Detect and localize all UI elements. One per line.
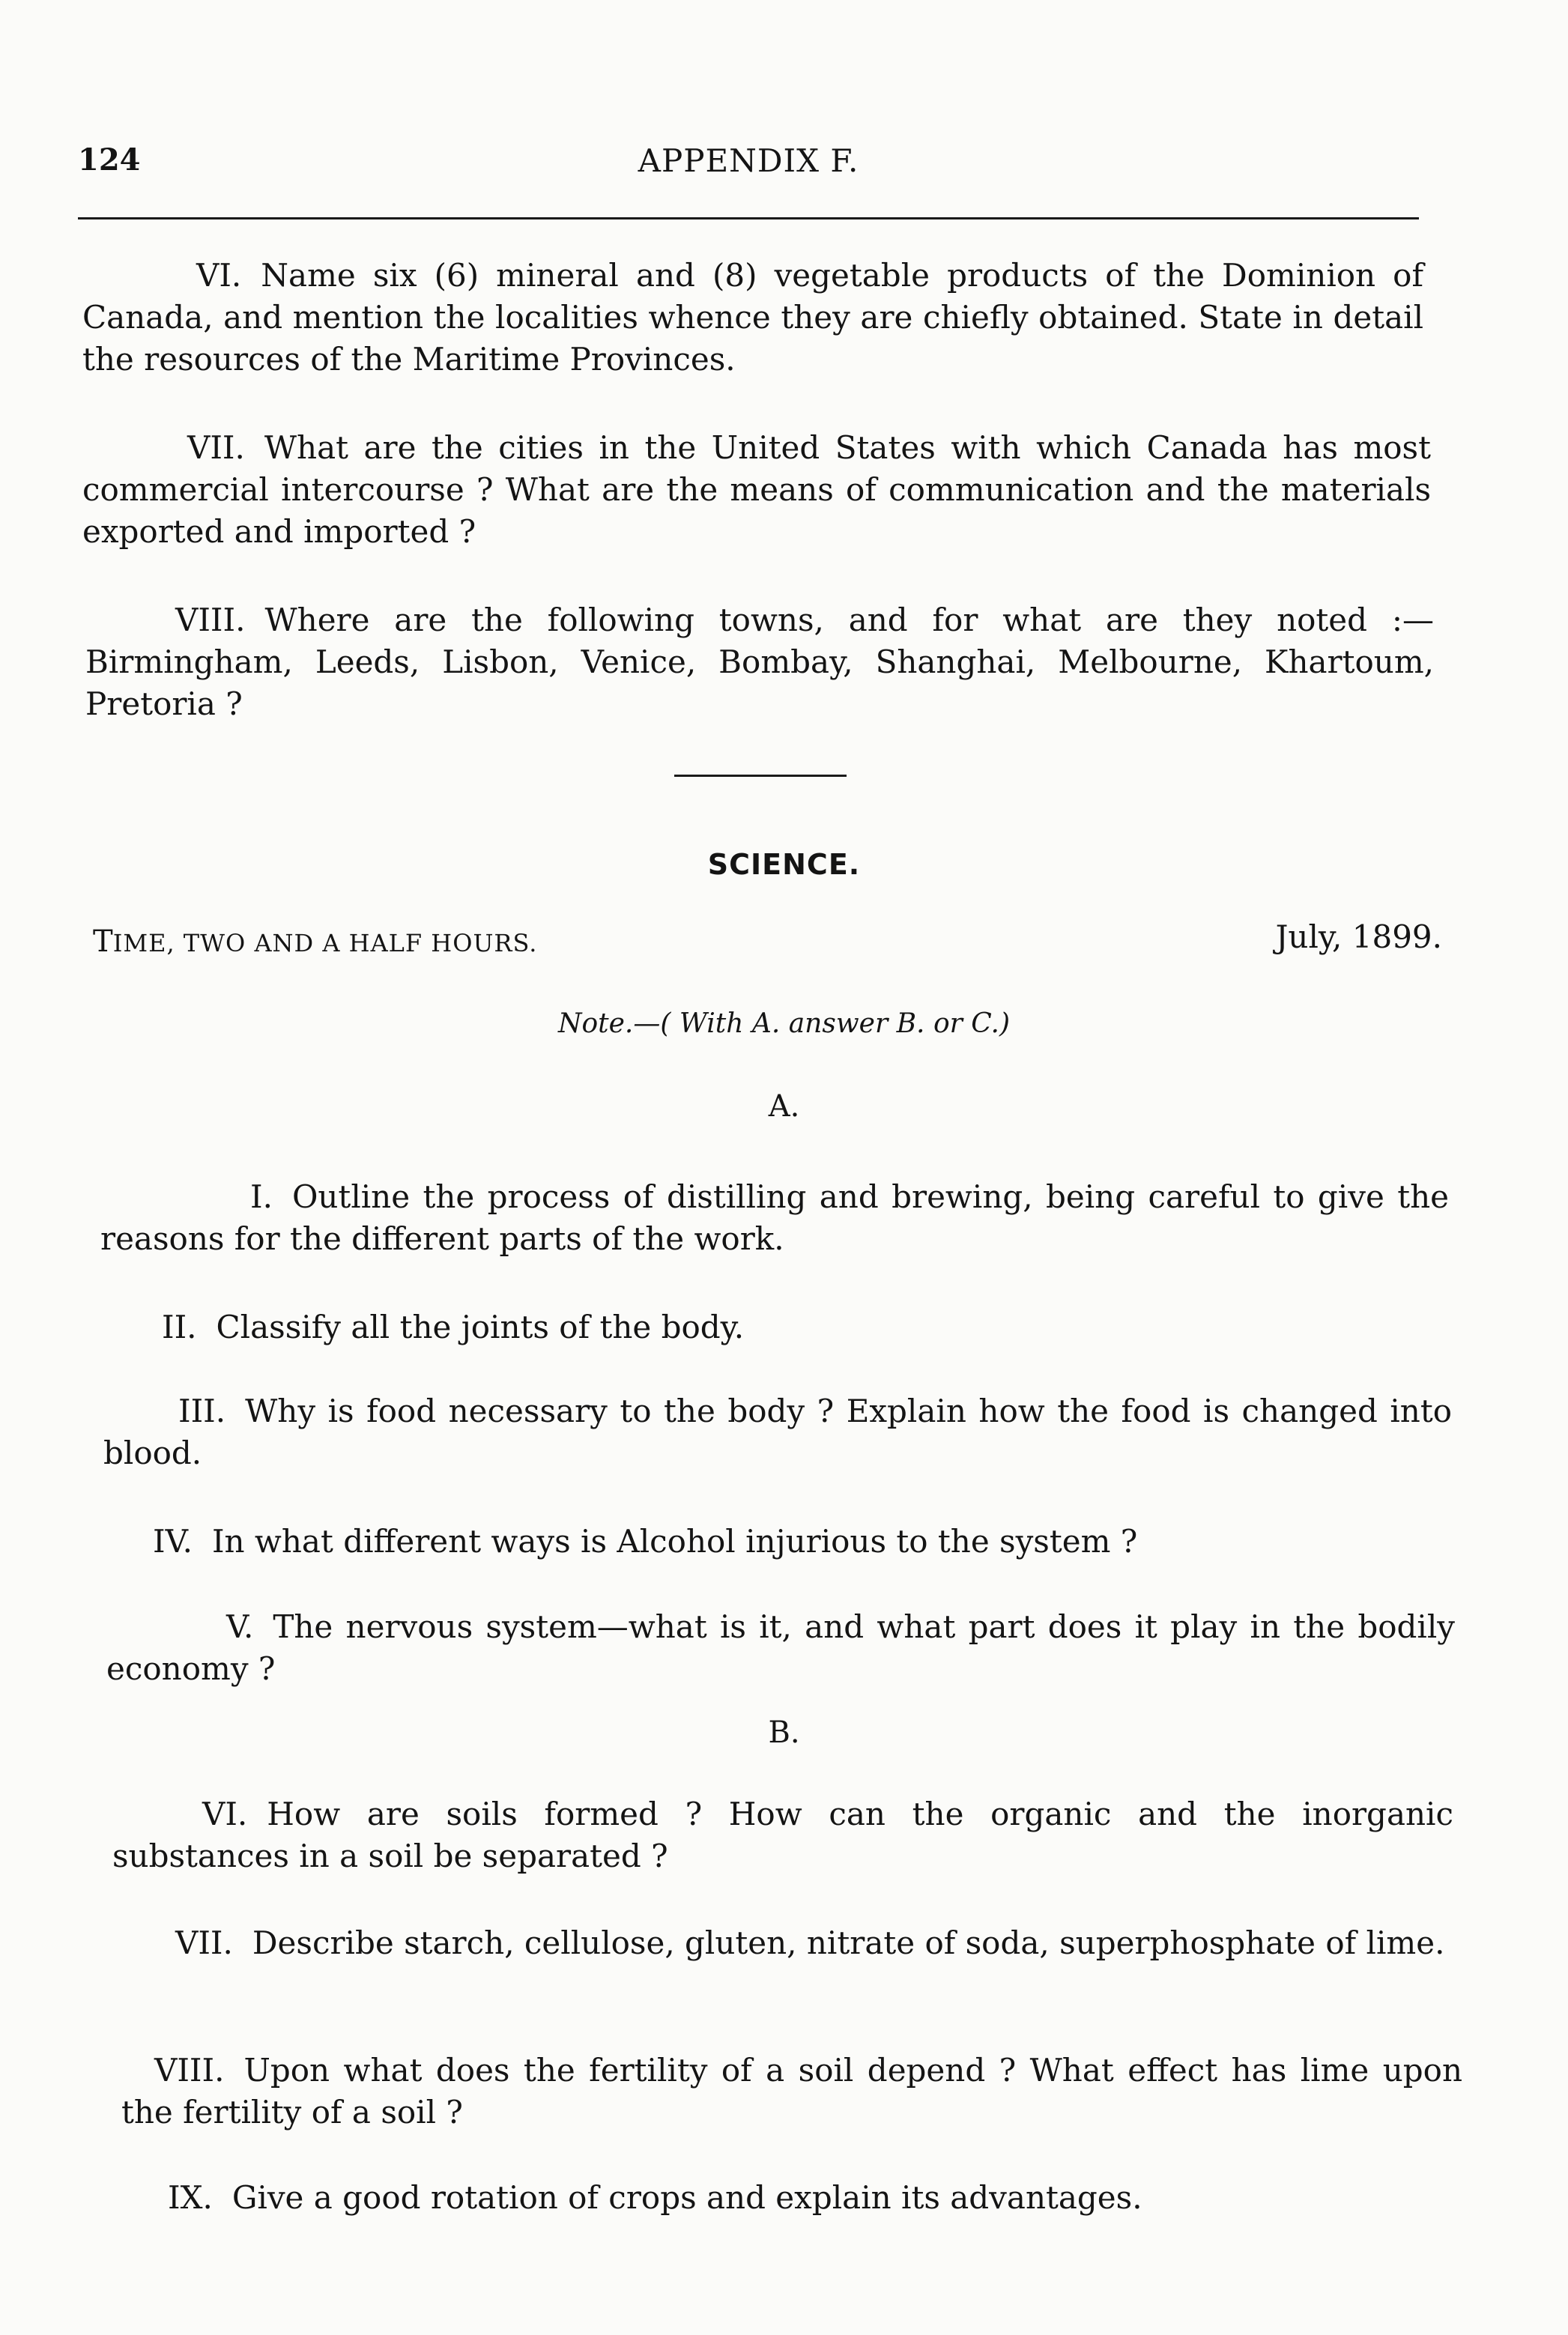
question-text: Upon what does the fertility of a soil depend ? What effect has lime upon the fertility of a soil ? — [121, 2052, 1462, 2130]
part-a-label: A. — [768, 1089, 800, 1124]
question-text: The nervous system—what is it, and what part does it play in the bodily economy ? — [106, 1608, 1455, 1687]
question-number: VIII. — [154, 2052, 225, 2089]
question-number: VII. — [175, 1924, 233, 1961]
question-text: Classify all the joints of the body. — [216, 1309, 745, 1345]
exam-duration-initial: T — [93, 924, 113, 959]
question-number: VIII. — [175, 602, 246, 638]
question-sci-3 — [103, 1390, 1452, 1474]
question-geo-7 — [82, 427, 1431, 553]
exam-date: July, 1899. — [1275, 918, 1442, 955]
page-number: 124 — [78, 142, 141, 178]
question-text: Give a good rotation of crops and explain its advantages. — [231, 2179, 1142, 2216]
question-sci-9 — [168, 2177, 1441, 2219]
question-number: IX. — [168, 2179, 213, 2216]
instruction-note: Note.—( With A. answer B. or C.) — [557, 1008, 1011, 1039]
question-sci-7 — [115, 1922, 1456, 1964]
question-sci-2 — [162, 1306, 1435, 1348]
question-geo-8 — [85, 599, 1434, 725]
question-sci-5 — [106, 1606, 1455, 1690]
question-text: Why is food necessary to the body ? Explain how the food is changed into blood. — [103, 1393, 1452, 1471]
question-geo-6 — [82, 255, 1423, 381]
question-number: IV. — [153, 1523, 193, 1560]
question-text: What are the cities in the United States with which Canada has most commercial intercourse ? What are the means of communication and the materials exported and imported ? — [82, 429, 1431, 550]
question-sci-6 — [112, 1793, 1453, 1877]
question-text: In what different ways is Alcohol injurious to the system ? — [211, 1523, 1138, 1560]
question-text: Outline the process of distilling and brewing, being careful to give the reasons for the different parts of the work. — [100, 1178, 1449, 1257]
question-text: Name six (6) mineral and (8) vegetable products of the Dominion of Canada, and mention the localities whence they are chiefly obtained. State in detail the resources of the Maritime Provinces. — [82, 257, 1423, 378]
question-number: VII. — [187, 429, 245, 466]
question-sci-8 — [121, 2050, 1462, 2133]
page-header — [78, 142, 1419, 195]
question-number: VI. — [196, 257, 242, 294]
running-title: APPENDIX F. — [638, 142, 859, 179]
header-rule — [78, 217, 1419, 219]
question-number: I. — [250, 1178, 273, 1215]
question-number: III. — [178, 1393, 226, 1429]
question-text: Describe starch, cellulose, gluten, nitrate of soda, superphosphate of lime. — [252, 1924, 1445, 1961]
question-number: V. — [226, 1608, 254, 1645]
exam-duration — [93, 924, 537, 959]
question-text: Where are the following towns, and for what are they noted :— Birmingham, Leeds, Lisbon, Venice, Bombay, Shanghai, Melbourne, Khartoum, Pretoria ? — [85, 602, 1434, 722]
question-sci-4 — [153, 1521, 1426, 1563]
question-text: How are soils formed ? How can the organic and the inorganic substances in a soil be separated ? — [112, 1796, 1453, 1874]
question-number: II. — [162, 1309, 197, 1345]
exam-duration-text: IME, TWO AND A HALF HOURS. — [112, 929, 538, 957]
section-divider — [674, 775, 847, 777]
section-title: SCIENCE. — [707, 848, 861, 881]
question-number: VI. — [202, 1796, 248, 1832]
part-b-label: B. — [768, 1715, 800, 1750]
question-sci-1 — [100, 1176, 1449, 1260]
